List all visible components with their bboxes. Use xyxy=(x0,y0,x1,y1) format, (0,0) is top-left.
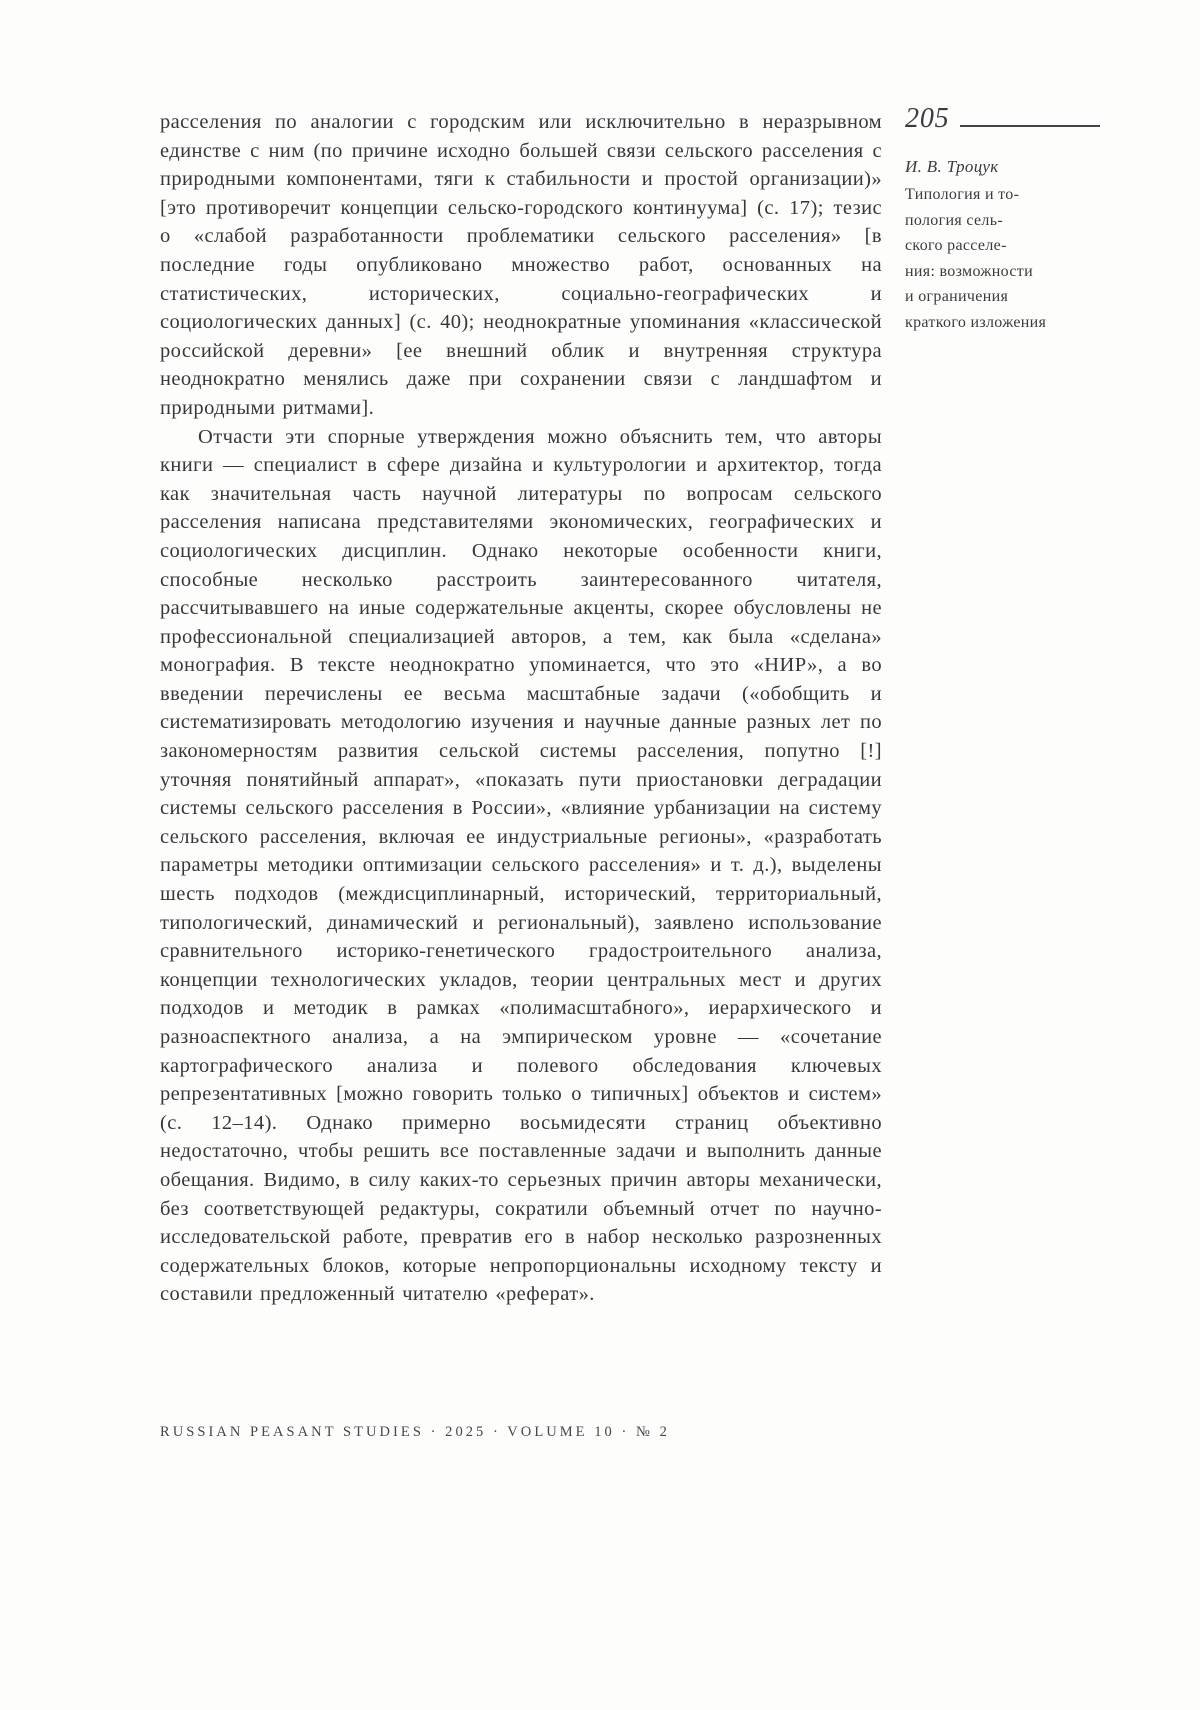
page-number: 205 xyxy=(905,103,950,134)
margin-title-line: пология сель- xyxy=(905,211,1003,229)
margin-title-line: Типология и то- xyxy=(905,186,1020,203)
margin-title-line: ского расселе- xyxy=(905,237,1007,254)
page-number-row xyxy=(905,104,1100,134)
margin-author: И. В. Троцук xyxy=(905,157,999,176)
margin-column xyxy=(905,104,1100,335)
page-number-rule xyxy=(960,125,1100,127)
body-paragraph: Отчасти эти спорные утверждения можно объяснить тем, что авторы книги — специалист в сфере дизайна и культурологии и архитектор, тогда как значительная часть научной литературы по вопросам сельского расселения написана представителями экономических, географических и социологических дисциплин. Однако некоторые особенности книги, способные несколько расстроить заинтересованного читателя, рассчитывавшего на иные содержательные акценты, скорее обусловлены не профессиональной специализацией авторов, а тем, как была «сделана» монография. В тексте неоднократно упоминается, что это «НИР», а во введении перечислены ее весьма масштабные задачи («обобщить и систематизировать методологию изучения и научные данные разных лет по закономерностям развития сельской системы расселения, попутно [!] уточняя понятийный аппарат», «показать пути приостановки деградации системы сельского расселения в России», «влияние урбанизации на систему сельского расселения, включая ее индустриальные регионы», «разработать параметры методики оптимизации сельского расселения» и т. д.), выделены шесть подходов (междисциплинарный, исторический, территориальный, типологический, динамический и региональный), заявлено использование сравнительного историко-генетического градостроительного анализа, концепции технологических укладов, теории центральных мест и других подходов и методик в рамках «полимасштабного», иерархического и разноаспектного анализа, а на эмпирическом уровне — «сочетание картографического анализа и полевого обследования ключевых репрезентативных [можно говорить только о типичных] объектов и систем» (с. 12–14). Однако примерно восьмидесяти страниц объективно недостаточно, чтобы решить все поставленные задачи и выполнить данные обещания. Видимо, в силу каких-то серьезных причин авторы механически, без соответствующей редактуры, сократили объемный отчет по научно-исследовательской работе, превратив его в набор несколько разрозненных содержательных блоков, которые непропорциональны исходному тексту и составили предложенный читателю «реферат». xyxy=(160,425,882,1306)
margin-title-line: и ограничения xyxy=(905,288,1009,305)
margin-title-line: ния: возможности xyxy=(905,262,1033,280)
body-paragraph: расселения по аналогии с городским или исключительно в неразрывном единстве с ним (по причине исходно большей связи сельского расселения с природными компонентами, тяги к стабильности и простой организации)» [это противоречит концепции сельско-городского континуума] (с. 17); тезис о «слабой разработанности проблематики сельского расселения» [в последние годы опубликовано множество работ, основанных на статистических, исторических, социально-географических и социологических данных] (с. 40); неоднократные упоминания «классической российской деревни» [ее внешний облик и внутренняя структура неоднократно менялись даже при сохранении связи с ландшафтом и природными ритмами]. xyxy=(160,111,882,419)
margin-title xyxy=(905,182,1100,335)
article-body xyxy=(160,108,882,1309)
running-footer: RUSSIAN PEASANT STUDIES · 2025 · VOLUME 10 · № 2 xyxy=(160,1424,670,1440)
margin-title-line: краткого изложения xyxy=(905,313,1047,331)
